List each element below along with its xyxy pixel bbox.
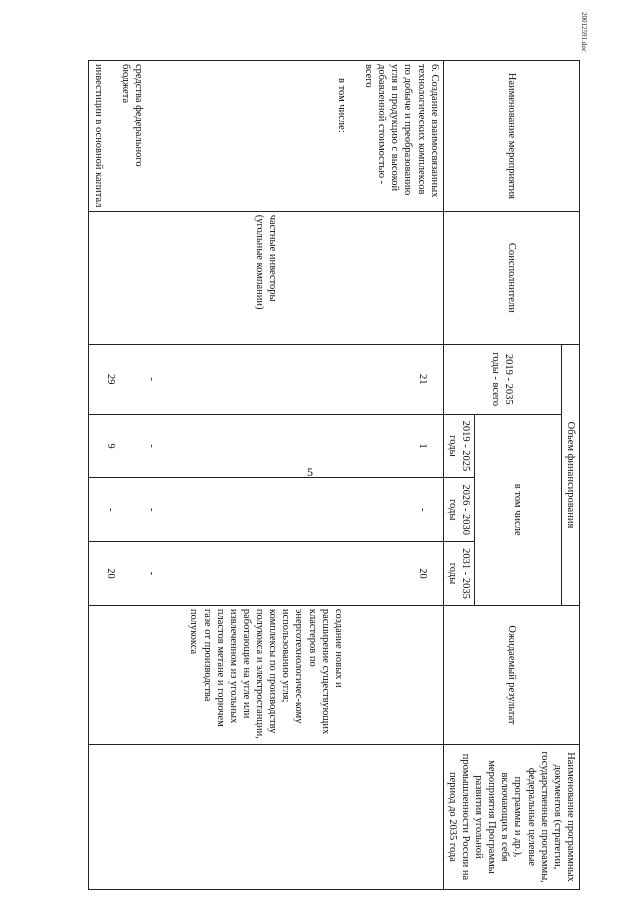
total-cell <box>89 345 443 415</box>
federal-budget-label: средства федерального бюджета <box>119 64 144 167</box>
period-2-value: - <box>416 507 428 512</box>
period-2-cell <box>89 478 443 542</box>
federal-period-1-value: - <box>145 444 157 448</box>
measure-name: 6. Создание взаимосвязанных технологических комплексов по добыче и преобразованию угля в продукцию с высокой добавленной стоимостью - всего <box>363 64 440 198</box>
table-row <box>89 61 443 890</box>
executors-text: частные инвесторы (угольные компании) <box>254 214 279 310</box>
federal-total-value: - <box>145 377 157 382</box>
investment-period-1-value: 9 <box>104 443 116 449</box>
header-row-1 <box>561 61 579 890</box>
period-3-value: 20 <box>416 568 428 579</box>
header-funding: Объем финансирования <box>561 345 579 606</box>
result-text: создание новых и расширение существующих кластеров по энерготехнологичес-кому использованию угля; комплексы по производству полукокса и электростанции, работающие на угле или извлеченном из угольных пластов метане и горючем газе от производства полукокса <box>188 608 344 739</box>
header-period-2: 2026 - 2030 годы <box>443 478 474 542</box>
header-name: Наименование мероприятия <box>443 61 579 212</box>
capital-investment-label: инвестиции в основной капитал <box>92 64 104 208</box>
header-period-3: 2031 - 2035 годы <box>443 542 474 606</box>
header-documents: Наименование программных документов (стратегии, государственные программы, федеральные целевые программы и др.), включающих в себя мероприятия Программы развития угольной промышленности России на период до 2035 года <box>443 744 579 889</box>
header-including: в том числе <box>475 414 562 605</box>
header-total: 2019 - 2035 годы - всего <box>443 345 561 415</box>
funding-table <box>89 60 581 890</box>
period-1-cell <box>89 414 443 478</box>
documents-cell <box>89 744 443 889</box>
page-number: 5 <box>307 465 313 479</box>
investment-total-value: 29 <box>104 374 116 385</box>
period-1-value: 1 <box>416 443 428 449</box>
period-3-cell <box>89 542 443 606</box>
header-result: Ожидаемый результат <box>443 605 579 744</box>
including-label: в том числе: <box>336 78 347 133</box>
investment-period-2-value: - <box>104 507 116 512</box>
header-executors: Соисполнители <box>443 211 579 344</box>
footer-doc-code: 20012591.doc <box>580 12 588 52</box>
result-cell <box>89 605 443 744</box>
header-period-1: 2019 - 2025 годы <box>443 414 474 478</box>
funding-table-container <box>20 60 580 890</box>
measure-name-cell <box>89 61 443 212</box>
total-value: 21 <box>416 374 428 385</box>
executors-cell <box>89 211 443 344</box>
investment-period-3-value: 20 <box>104 568 116 579</box>
federal-period-2-value: - <box>145 507 157 512</box>
federal-period-3-value: - <box>145 571 157 576</box>
